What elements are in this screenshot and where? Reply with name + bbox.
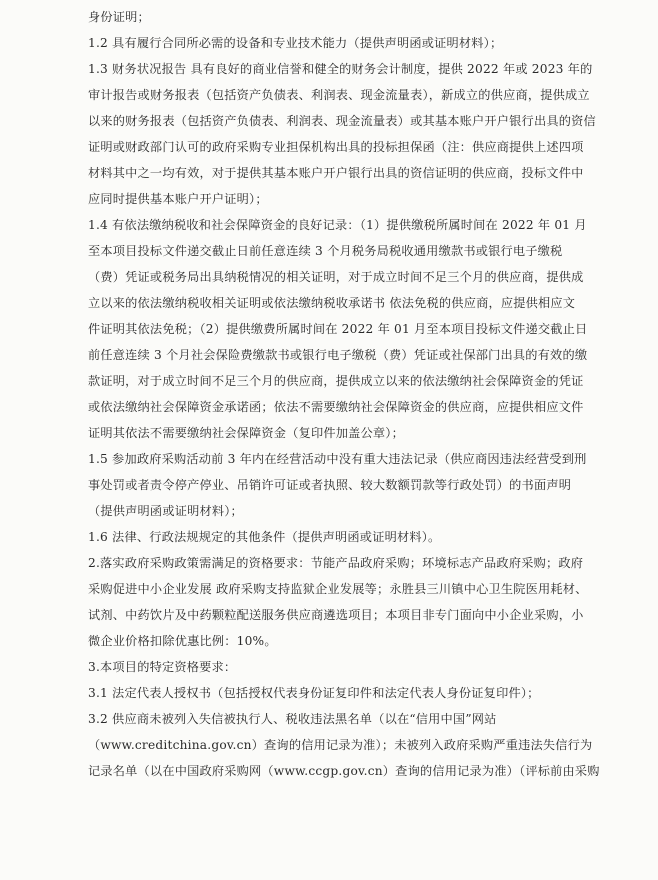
text-line: 1.2 具有履行合同所必需的设备和专业技术能力（提供声明函或证明材料）； — [88, 36, 503, 50]
text-line: 至本项目投标文件递交截止日前任意连续 3 个月税务局税收通用缴款书或银行电子缴税 — [88, 244, 563, 258]
paragraph-1-6 — [88, 524, 608, 550]
paragraph-1-5 — [88, 446, 608, 524]
text-line: 证明或财政部门认可的政府采购专业担保机构出具的投标担保函（注：供应商提供上述四项 — [88, 140, 584, 154]
text-line: （提供声明函或证明材料）； — [88, 504, 243, 518]
text-line: 材料其中之一均有效，对于提供其基本账户开户银行出具的资信证明的供应商，投标文件中 — [88, 166, 584, 180]
text-line: 立以来的依法缴纳税收相关证明或依法缴纳税收承诺书 依法免税的供应商，应提供相应文 — [88, 296, 576, 310]
text-line: （www.creditchina.gov.cn）查询的信用记录为准）；未被列入政府采购严重违法失信行为 — [88, 738, 593, 752]
text-line: 或依法缴纳社会保障资金承诺函；依法不需要缴纳社会保障资金的供应商，应提供相应文件 — [88, 400, 584, 414]
text-line: 以来的财务报表（包括资产负债表、利润表、现金流量表）或其基本账户开户银行出具的资信 — [88, 114, 596, 128]
text-line: 采购促进中小企业发展 政府采购支持监狱企业发展等；永胜县三川镇中心卫生院医用耗材、 — [88, 582, 588, 596]
text-line: 记录名单（以在中国政府采购网（www.ccgp.gov.cn）查询的信用记录为准）（评标前由采购 — [88, 764, 600, 778]
text-line: 3.本项目的特定资格要求： — [88, 660, 237, 674]
paragraph-3-2 — [88, 706, 608, 784]
text-line: 1.6 法律、行政法规规定的其他条件（提供声明函或证明材料）。 — [88, 530, 441, 544]
paragraph-2 — [88, 550, 608, 654]
text-line: 件证明其依法免税；（2）提供缴费所属时间在 2022 年 01 月至本项目投标文件递交截止日 — [88, 322, 588, 336]
text-line: 1.5 参加政府采购活动前 3 年内在经营活动中没有重大违法记录（供应商因违法经营受到刑 — [88, 452, 587, 466]
text-line: 1.4 有依法缴纳税收和社会保障资金的良好记录：（1）提供缴税所属时间在 2022 年 01 月 — [88, 218, 587, 232]
paragraph-identity — [88, 4, 608, 30]
text-line: 款证明，对于成立时间不足三个月的供应商，提供成立以来的依法缴纳社会保障资金的凭证 — [88, 374, 584, 388]
text-line: 身份证明； — [88, 10, 150, 24]
paragraph-3-1 — [88, 680, 608, 706]
paragraph-1-3 — [88, 56, 608, 212]
text-line: 1.3 财务状况报告 具有良好的商业信誉和健全的财务会计制度，提供 2022 年或 2023 年的 — [88, 62, 593, 76]
text-line: 审计报告或财务报表（包括资产负债表、利润表、现金流量表），新成立的供应商，提供成立 — [88, 88, 590, 102]
text-line: 事处罚或者责令停产停业、吊销许可证或者执照、较大数额罚款等行政处罚）的书面声明 — [88, 478, 572, 492]
text-line: 2.落实政府采购政策需满足的资格要求：节能产品政府采购；环境标志产品政府采购；政府 — [88, 556, 584, 570]
text-line: 微企业价格扣除优惠比例：10%。 — [88, 634, 277, 648]
text-line: 应同时提供基本账户开户证明）； — [88, 192, 268, 206]
text-line: 前任意连续 3 个月社会保险费缴款书或银行电子缴税（费）凭证或社保部门出具的有效的缴 — [88, 348, 588, 362]
text-line: 3.1 法定代表人授权书（包括授权代表身份证复印件和法定代表人身份证复印件）； — [88, 686, 540, 700]
paragraph-3 — [88, 654, 608, 680]
text-line: 证明其依法不需要缴纳社会保障资金（复印件加盖公章）； — [88, 426, 404, 440]
text-line: （费）凭证或税务局出具纳税情况的相关证明，对于成立时间不足三个月的供应商，提供成 — [88, 270, 584, 284]
paragraph-1-4 — [88, 212, 608, 446]
paragraph-1-2 — [88, 30, 608, 56]
text-line: 试剂、中药饮片及中药颗粒配送服务供应商遴选项目；本项目非专门面向中小企业采购，小 — [88, 608, 584, 622]
text-line: 3.2 供应商未被列入失信被执行人、税收违法黑名单（以在“信用中国”网站 — [88, 712, 497, 726]
